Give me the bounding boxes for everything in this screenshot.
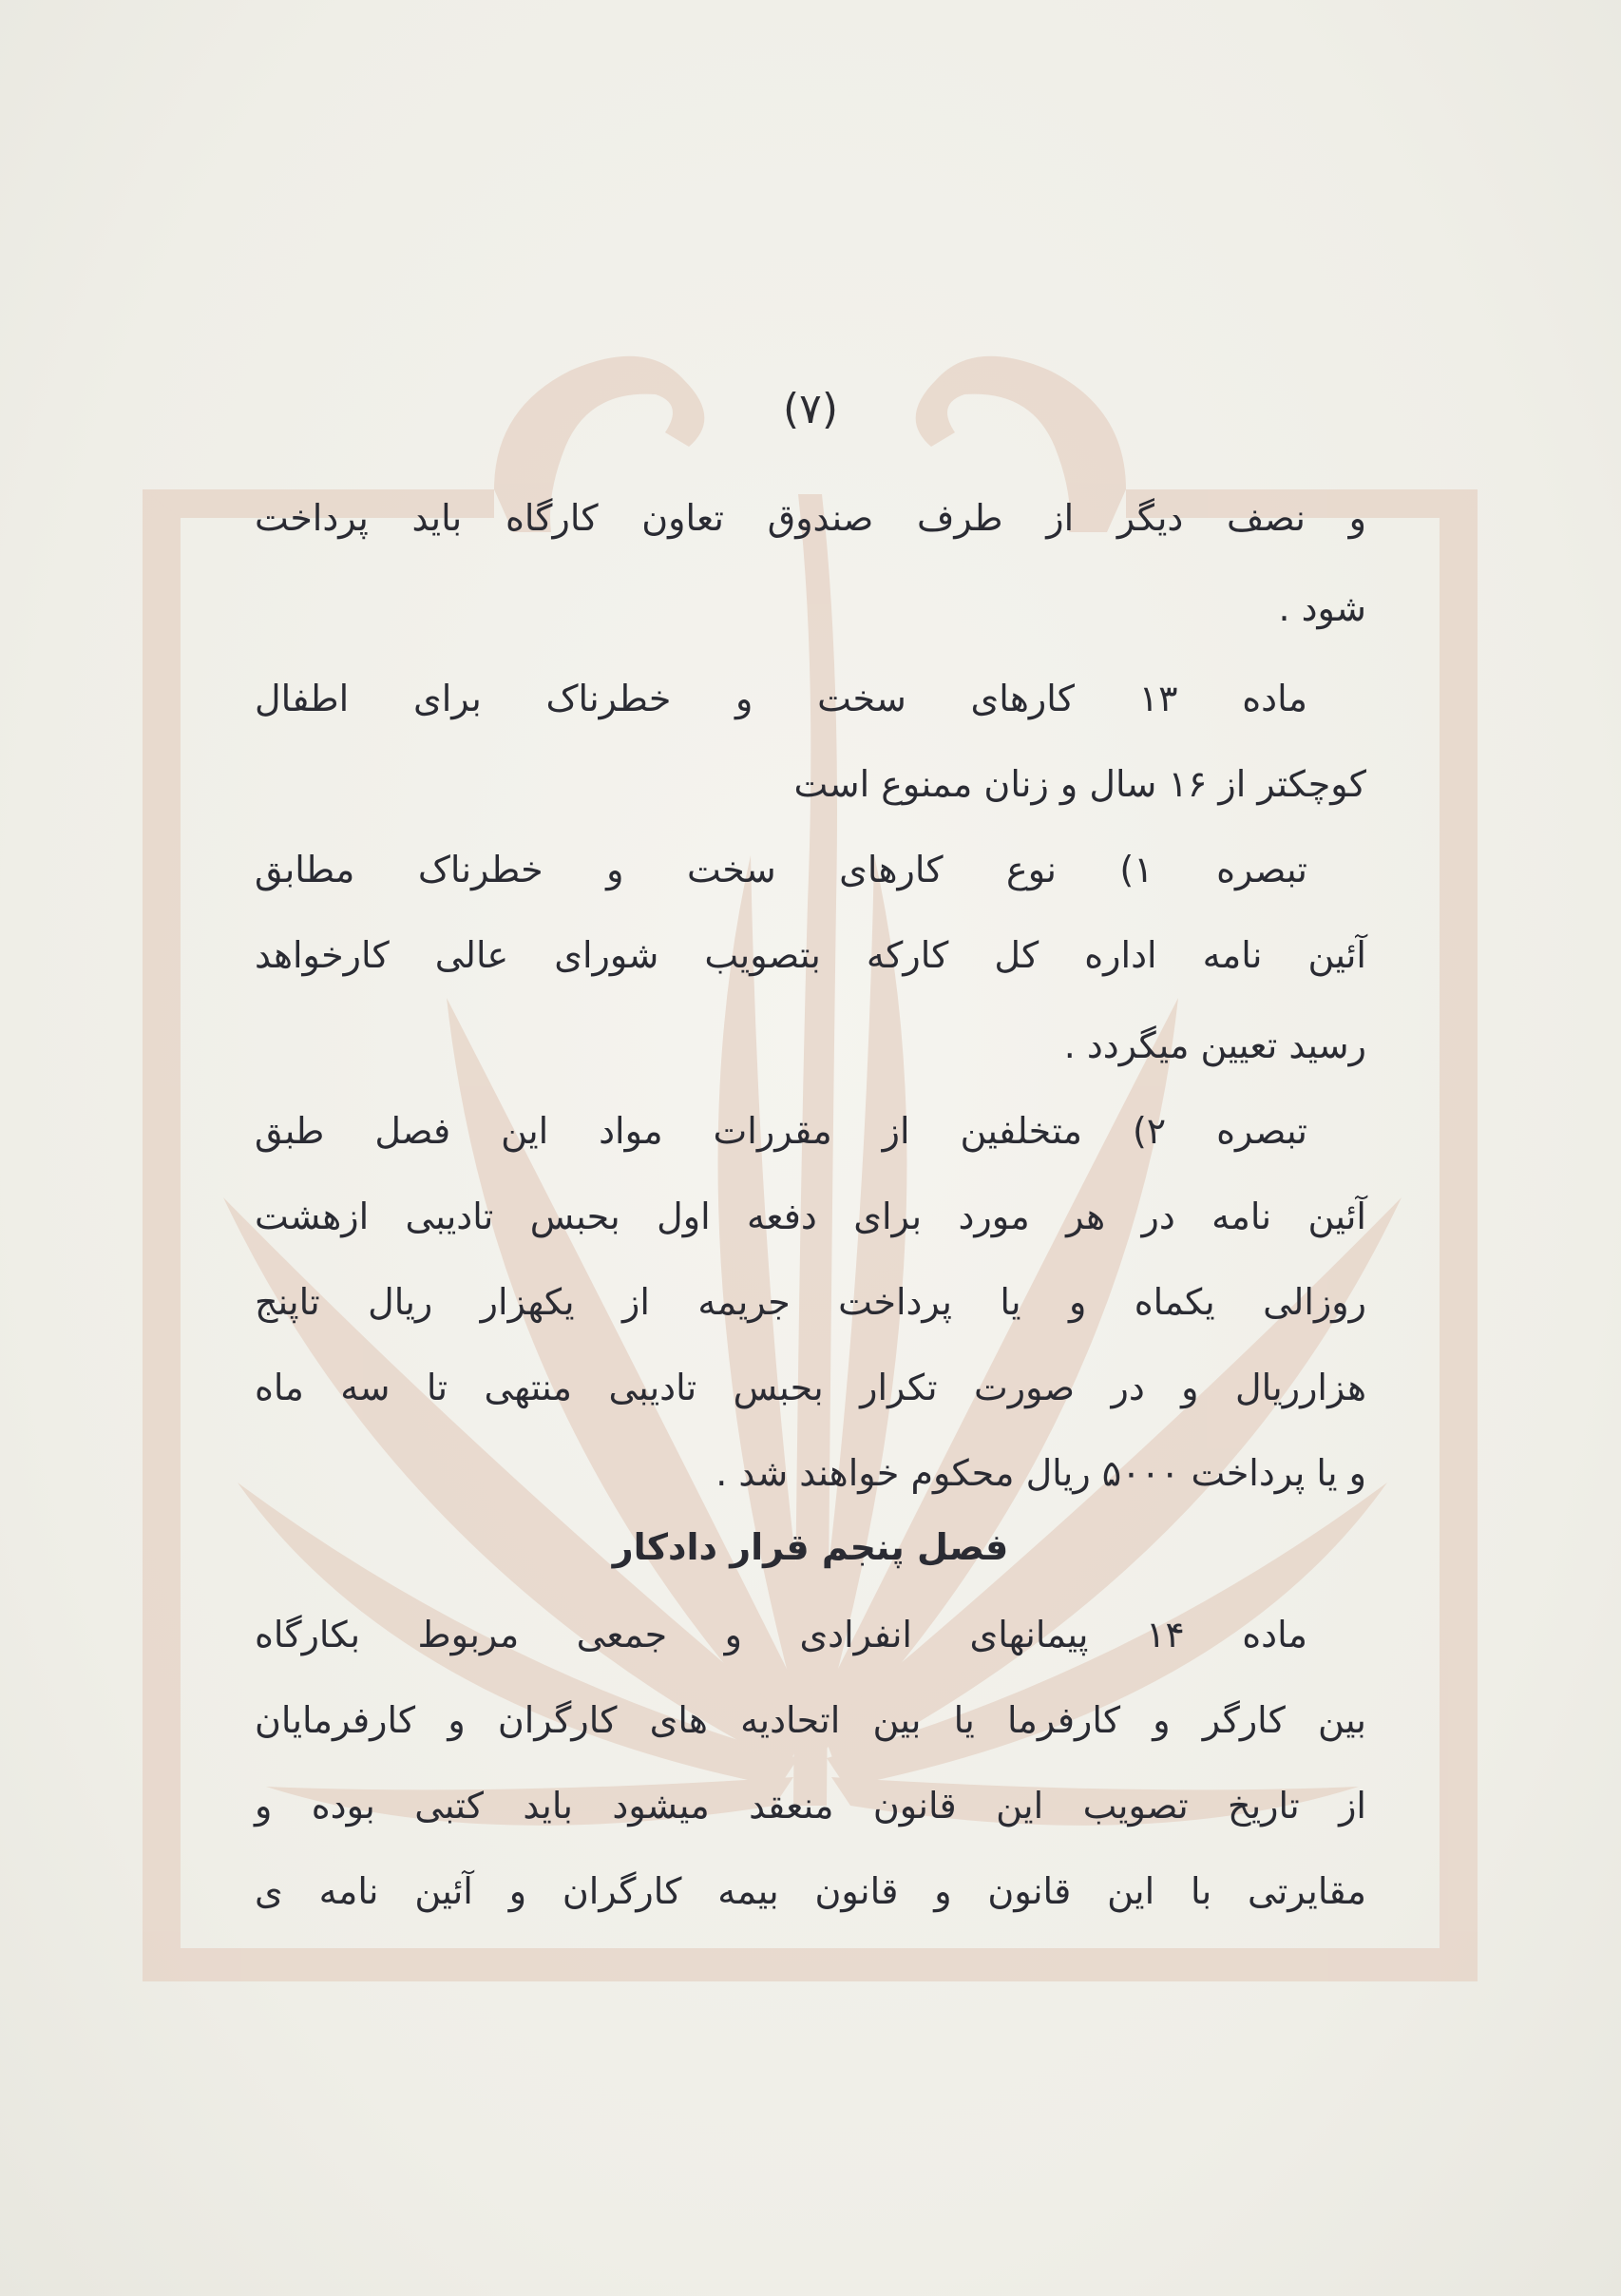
page-number: (۷) (783, 385, 838, 433)
article-13-heading: ماده ۱۳ کارهای سخت و خطرناک برای اطفال (255, 678, 1307, 719)
text-line-17: مقایرتی با این قانون و قانون بیمه کارگران و آئین نامه ی (255, 1870, 1366, 1912)
text-line-6: آئین نامه اداره کل کارکه بتصویب شورای عالی کارخواهد (255, 934, 1366, 976)
text-line-12: و یا پرداخت ۵۰۰۰ ریال محکوم خواهند شد . (715, 1452, 1366, 1494)
note-1-heading: تبصره ۱) نوع کارهای سخت و خطرناک مطابق (255, 849, 1308, 890)
chapter-5-title: فصل پنجم قرار دادکار (612, 1526, 1009, 1568)
text-line-4: کوچکتر از ۱۶ سال و زنان ممنوع است (793, 763, 1366, 805)
text-line-10: روزالی یکماه و یا پرداخت جریمه از یکهزار ریال تاپنج (255, 1281, 1366, 1323)
text-line-11: هزارریال و در صورت تکرار بحبس تادیبی منتهی تا سه ماه (255, 1367, 1366, 1408)
text-line-2: شود . (1278, 587, 1366, 629)
text-line-1: و نصف دیگر از طرف صندوق تعاون کارگاه باید پرداخت (255, 497, 1366, 539)
text-line-9: آئین نامه در هر مورد برای دفعه اول بحبس تادیبی ازهشت (255, 1196, 1366, 1237)
text-line-7: رسید تعیین میگردد . (1063, 1024, 1366, 1066)
text-line-15: بین کارگر و کارفرما یا بین اتحادیه های کارگران و کارفرمایان (255, 1699, 1366, 1741)
article-14-heading: ماده ۱۴ پیمانهای انفرادی و جمعی مربوط بکارگاه (255, 1614, 1308, 1655)
note-2-heading: تبصره ۲) متخلفین از مقررات مواد این فصل طبق (255, 1110, 1307, 1152)
text-line-16: از تاریخ تصویب این قانون منعقد میشود باید کتبی بوده و (255, 1785, 1366, 1827)
